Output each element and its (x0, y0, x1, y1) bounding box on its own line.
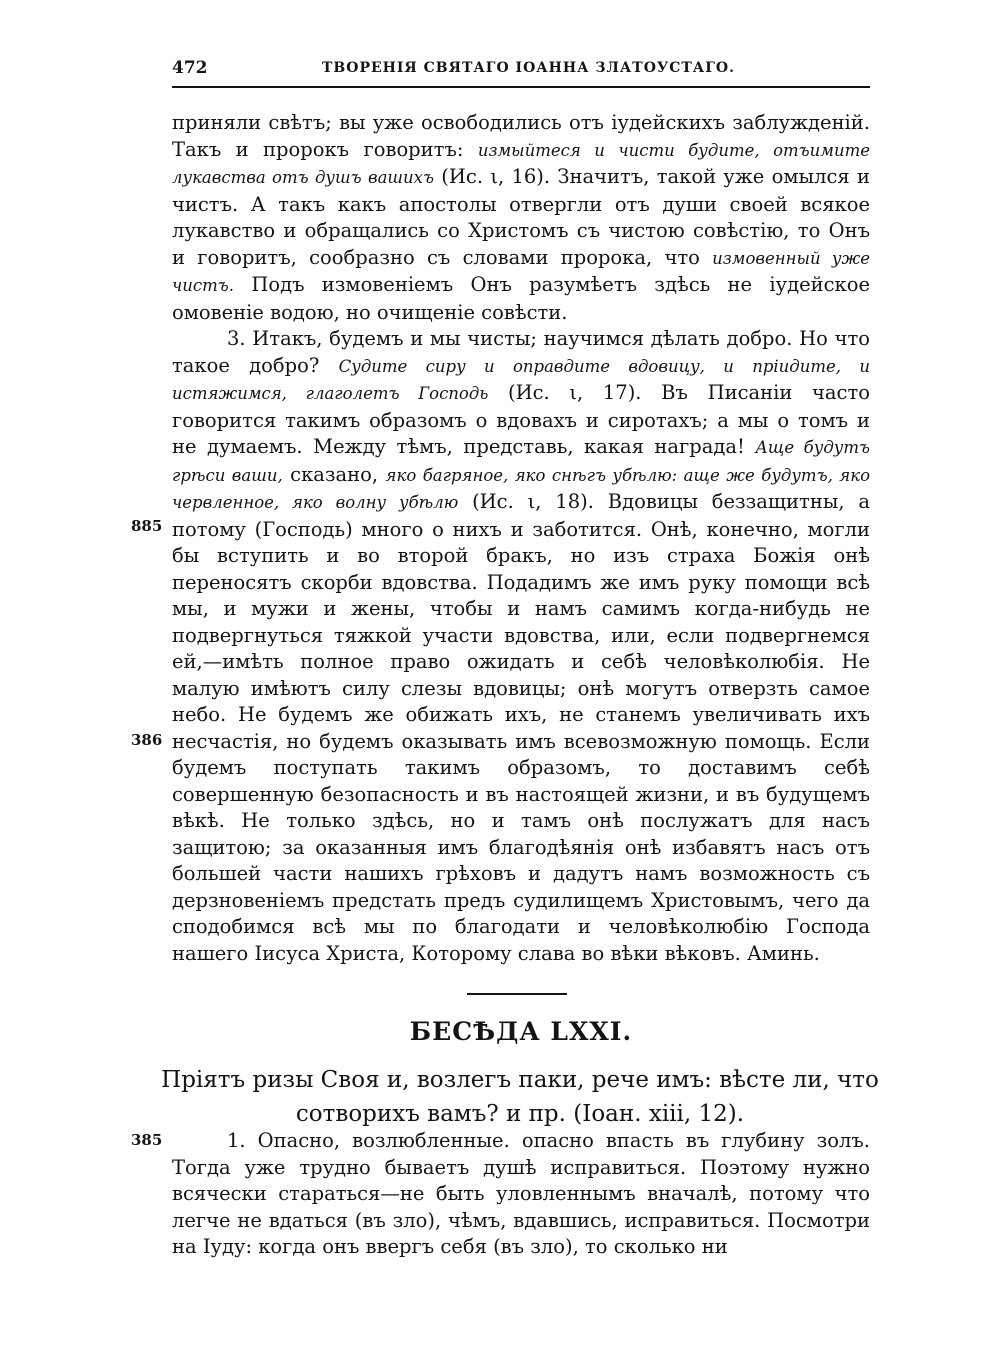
running-header (172, 58, 870, 88)
margin-note: 385 (131, 1131, 163, 1149)
main-text-block (172, 110, 870, 967)
paragraph-section-3: 3. Итакъ, будемъ и мы чисты; научимся дѣлать добро. Но что такое добро? Судите сиру и оправдите вдовицу, и пріидите, и истяжимся, глаголетъ Господь (Ис. ι, 17). Въ Писаніи часто говорится такимъ образомъ о вдовахъ и сиротахъ; а мы о томъ и не думаемъ. Между тѣмъ, представь, какая награда! Аще будутъ грѣси ваши, сказано, яко багряное, яко снѣгъ убѣлю: аще же будутъ, яко червленное, яко волну убѣлю (Ис. ι, 18). Вдовицы беззащитны, а потому (Господь) много о нихъ и заботится. Онѣ, конечно, могли бы вступить и во второй бракъ, но изъ страха Божія онѣ переносятъ скорби вдовства. Подадимъ же имъ руку помощи всѣ мы, и мужи и жены, чтобы и намъ самимъ когда-нибудь не подвергнуться тяжкой участи вдовства, или, если подвергнемся ей,—имѣть полное право ожидать и себѣ человѣколюбія. Не малую имѣютъ силу слезы вдовицы; онѣ могутъ отверзть самое небо. Не будемъ же обижать ихъ, не станемъ увеличивать ихъ несчастія, но будемъ оказывать имъ всевозможную помощь. Если будемъ поступать такимъ образомъ, то доставимъ себѣ совершенную безопасность и въ настоящей жизни, и въ будущемъ вѣкѣ. Не только здѣсь, но и тамъ онѣ послужатъ для насъ защитою; за оказанныя имъ благодѣянія онѣ избавятъ насъ отъ большей части нашихъ грѣховъ и дадутъ намъ возможность съ дерзновеніемъ предстать предъ судилищемъ Христовымъ, чего да сподобимся всѣ мы по благодати и человѣколюбію Господа нашего Іисуса Христа, Которому слава во вѣки вѣковъ. Аминь. (172, 327, 871, 965)
scripture-quote: Судите сиру и оправдите вдовицу, и пріидите, и истяжимся, глаголетъ Господь (172, 356, 870, 403)
scripture-quote: Аще будутъ грѣси ваши, (172, 438, 870, 485)
scripture-quote: яко багряное, яко снѣгъ убѣлю: аще же будутъ, яко червленное, яко волну убѣлю (172, 465, 871, 512)
scripture-quote: измыйтеся и чисти будите, отъимите лукавства отъ душъ вашихъ (172, 140, 870, 187)
paragraph-continuation: приняли свѣтъ; вы уже освободились отъ іудейскихъ заблужденій. Такъ и пророкъ говоритъ: измыйтеся и чисти будите, отъимите лукавства отъ душъ вашихъ (Ис. ι, 16). Значитъ, такой уже омылся и чистъ. А такъ какъ апостолы отвергли отъ души своей всякое лукавство и обращались со Христомъ съ чистою совѣстію, то Онъ и говоритъ, сообразно съ словами пророка, что измовенный уже чистъ. Подъ измовеніемъ Онъ разумѣетъ здѣсь не іудейское омовеніе водою, но очищеніе совѣсти. (172, 111, 871, 324)
page-number: 472 (172, 58, 208, 78)
paragraph-section-1: 1. Опасно, возлюбленные. опасно впасть въ глубину золъ. Тогда уже трудно бываетъ душѣ исправиться. Поэтому нужно всячески стараться—не быть уловленнымъ вначалѣ, потому что легче не вдаться (въ зло), чѣмъ, вдавшись, исправиться. Посмотри на Іуду: когда онъ ввергъ себя (въ зло), то сколько ни (172, 1129, 870, 1258)
homily-epigraph: Пріятъ ризы Своя и, возлегъ паки, рече имъ: вѣсте ли, что сотворихъ вамъ? и пр. (Іоан. xiii, 12). (161, 1067, 879, 1127)
homily-text-block (172, 1128, 870, 1261)
running-title: ТВОРЕНІЯ СВЯТАГО ІОАННА ЗЛАТОУСТАГО. (322, 60, 735, 76)
scripture-quote: измовенный уже чистъ. (172, 248, 871, 295)
margin-note: 386 (131, 731, 163, 749)
homily-title: БЕСѢДА LXXI. (409, 1017, 633, 1046)
margin-note: 885 (131, 517, 163, 535)
section-separator (467, 993, 567, 995)
